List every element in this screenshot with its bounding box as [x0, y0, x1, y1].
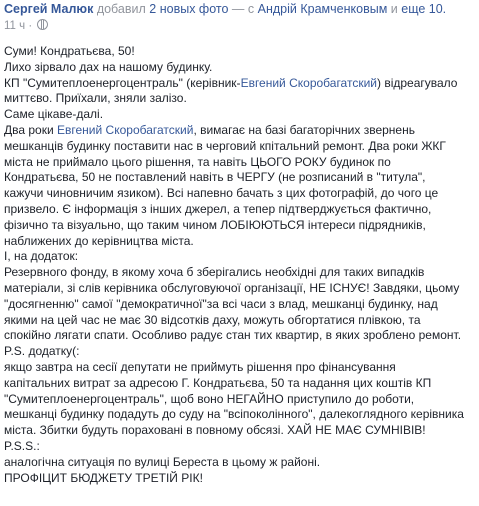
- with-text: — с: [231, 2, 255, 16]
- post-text-line: спокійно лягати спати. Особливо радує стан тих квартир, в яких зроблено ремонт.: [4, 328, 462, 343]
- post-body: [4, 44, 476, 486]
- post-text-line: матеріали, зі слів керівника обслуговуючої організації, НЕ ІСНУЄ! Завдяки, цьому: [4, 280, 460, 295]
- post-text-line: мешканців будинку поставити нас в черговий кпітальний ремонт. Два роки ЖКГ: [4, 138, 446, 153]
- and-text: и: [390, 2, 398, 16]
- post-text-line: "досягненню" самої "демократичної"за всі часи з влад, мешканці будинку, над: [4, 296, 438, 311]
- post-text-line: призвело. Є інформація з інших джерел, а тепер підтверджується фактично,: [4, 201, 432, 216]
- author-name-link[interactable]: Сергей Малюк: [4, 2, 94, 16]
- post-timestamp-link[interactable]: 11 ч ·: [4, 20, 33, 32]
- mention-link[interactable]: Евгений Скоробагатский: [57, 122, 194, 137]
- others-link[interactable]: еще 10.: [401, 2, 447, 16]
- post-text-line: Кондратьєва, 50 не поставлений навіть в ЧЕРГУ (не розписаний в "титула",: [4, 170, 426, 185]
- photos-link[interactable]: 2 новых фото: [149, 2, 229, 16]
- post-text-line: Суми! Кондратьєва, 50!: [4, 44, 135, 58]
- text-segment: Два роки: [4, 122, 58, 137]
- post-text-line: P.S.S.:: [4, 438, 40, 453]
- post-text-line: [4, 76, 476, 92]
- post-header: [4, 2, 475, 17]
- post-text-line: Саме цікаве-далі.: [4, 107, 104, 122]
- post-text-line: кажучи чиновничим язиком). Всі напевно бачать з цих фотографій, до чого це: [4, 186, 439, 201]
- post-text-line: Лихо зірвало дах на нашому будинку.: [4, 59, 213, 74]
- post-text-line: І, на додаток:: [4, 249, 79, 264]
- post-text-line: P.S. додатку(:: [4, 344, 80, 359]
- post-text-line: капітальних витрат за адресою Г. Кондратьєва, 50 та надання цих коштів КП: [4, 375, 432, 390]
- post-text-line: ПРОФІЦИТ БЮДЖЕТУ ТРЕТІЙ РІК!: [4, 470, 203, 485]
- post-meta: [4, 19, 48, 33]
- post-text-line: "Сумитеплоенергоцентраль", щоб воно НЕГАЙНО приступило до роботи,: [4, 391, 415, 406]
- text-segment: КП "Сумитеплоенергоцентраль" (керівник-: [4, 75, 241, 90]
- added-text: добавил: [96, 2, 146, 16]
- post-text-line: мешканці будинку подадуть до суду на "всіпоколінного", далекоглядного керівника: [4, 407, 464, 422]
- post-text-line: аналогічна ситуація по вулиці Береста в цьому ж районі.: [4, 454, 321, 469]
- post-text-line: фізично та візуально, що таким чином ЛОБІЮЮТЬСЯ інтереси підрядників,: [4, 217, 426, 232]
- post-text-line: миттєво. Приїхали, зняли залізо.: [4, 91, 187, 106]
- post-text-line: якими на цей час не має 30 відсотків даху, можуть обгортатися плівкою, та: [4, 312, 421, 327]
- text-segment: , вимагає на базі багаторічних звернень: [193, 122, 415, 137]
- globe-icon[interactable]: [37, 19, 48, 30]
- post-text-line: [4, 123, 476, 139]
- post-text-line: наближених до керівництва міста.: [4, 233, 194, 248]
- post-text-line: Резервного фонду, в якому хоча б зберігались необхідні для таких випадків: [4, 265, 425, 280]
- tagged-person-link[interactable]: Андрій Крамченковым: [257, 2, 388, 16]
- mention-link[interactable]: Евгений Скоробагатский: [240, 75, 377, 90]
- post-text-line: якщо завтра на сесії депутати не приймуть рішення про фінансування: [4, 359, 396, 374]
- text-segment: ) відреагувало: [376, 75, 458, 90]
- post-text-line: міста не приймало цього рішення, та навіть ЦЬОГО РОКУ будинок по: [4, 154, 391, 169]
- post-text-line: міста. Збитки будуть пораховані в повному обсязі. ХАЙ НЕ МАЄ СУМНІВІВ!: [4, 423, 426, 438]
